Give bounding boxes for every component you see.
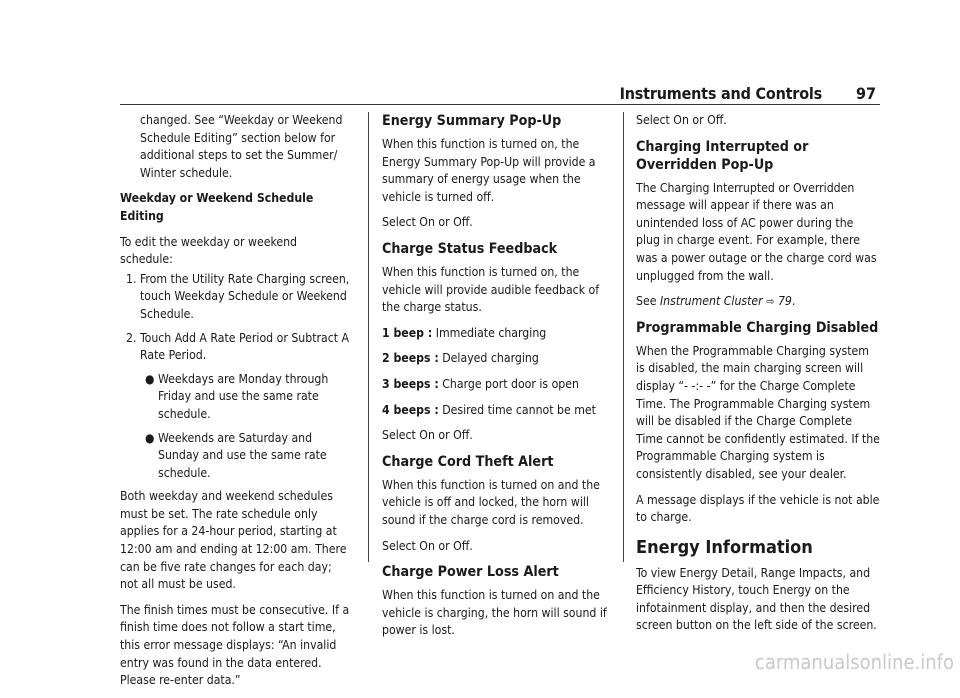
beep-row — [382, 402, 614, 420]
beep-desc: Charge port door is open — [442, 376, 579, 391]
bullet-icon: ● — [145, 430, 155, 445]
bullet-item — [120, 371, 352, 424]
watermark: carmanualsonline.info — [754, 650, 954, 674]
beep-desc: Desired time cannot be met — [442, 402, 596, 417]
text-charge-status: When this function is turned on, the vehicle will provide audible feedback of the charge status. — [382, 264, 600, 315]
heading-energy-summary: Energy Summary Pop-Up — [382, 113, 562, 129]
heading-power-loss: Charge Power Loss Alert — [382, 564, 559, 581]
step-text: From the Utility Rate Charging screen, touch Weekday Schedule or Weekend Schedule. — [140, 271, 350, 321]
beep-desc: Delayed charging — [442, 351, 539, 366]
select-on-off: Select On or Off. — [636, 113, 727, 127]
column-divider — [623, 112, 624, 562]
beep-term: 4 beeps : — [382, 402, 439, 417]
page-number: 97 — [855, 84, 876, 103]
beep-term: 2 beeps : — [382, 351, 439, 366]
heading-charging-disabled: Programmable Charging Disabled — [636, 319, 879, 336]
bullet-text: Weekdays are Monday through Friday and use the same rate schedule. — [158, 371, 329, 421]
heading-charging-interrupted: Charging Interrupted or Overridden Pop-Up — [636, 138, 809, 173]
beep-term: 1 beep : — [382, 325, 433, 340]
beep-term: 3 beeps : — [382, 376, 439, 391]
bullet-icon: ● — [145, 371, 155, 386]
text-charging-interrupted: The Charging Interrupted or Overridden message will appear if there was an unintended loss of AC power during the plug in charge event. For example, there was a power outage or the charge cord was unplugged from the wall. — [636, 180, 877, 283]
page-header — [0, 84, 880, 106]
column-divider — [368, 112, 369, 562]
cross-reference — [636, 293, 880, 311]
step-item — [120, 271, 352, 324]
intro-continuation: changed. See “Weekday or Weekend Schedule Editing” section below for additional steps to set the Summer/ Winter schedule. — [140, 113, 343, 180]
beep-desc: Immediate charging — [435, 325, 547, 340]
section-title: Instruments and Controls — [619, 84, 822, 103]
select-on-off: Select On or Off. — [382, 215, 473, 230]
beep-row — [382, 325, 614, 343]
text-theft-alert: When this function is turned on and the vehicle is off and locked, the horn will sound if the charge cord is removed. — [382, 477, 600, 527]
subheading-schedule-editing: Weekday or Weekend Schedule Editing — [120, 191, 314, 223]
column-3 — [636, 112, 880, 643]
xref-link[interactable]: Instrument Cluster — [659, 294, 763, 309]
paragraph-finish-times: The finish times must be consecutive. If a finish time does not follow a start time, this error message displays: “An invalid entry was found in the data entered. Please re-enter data.” — [120, 602, 350, 688]
text-charging-disabled: When the Programmable Charging system is disabled, the main charging screen will display “- -:- -” for the Charge Complete Time. The Programmable Charging system will be disabled if the Charge Complete Time cannot be confidently estimated. If the Programmable Charging system is consistently disabled, see your dealer. — [636, 343, 880, 481]
beep-row — [382, 350, 614, 368]
select-on-off: Select On or Off. — [382, 538, 473, 553]
select-on-off: Select On or Off. — [382, 428, 473, 443]
step-text: Touch Add A Rate Period or Subtract A Rate Period. — [140, 330, 350, 363]
heading-energy-information: Energy Information — [636, 536, 813, 558]
heading-theft-alert: Charge Cord Theft Alert — [382, 453, 554, 470]
text-energy-summary: When this function is turned on, the Energy Summary Pop-Up will provide a summary of energy usage when the vehicle is turned off. — [382, 137, 596, 204]
bullet-item — [120, 430, 352, 483]
beep-row — [382, 376, 614, 394]
steps-lead: To edit the weekday or weekend schedule: — [120, 234, 298, 267]
paragraph-schedules: Both weekday and weekend schedules must be set. The rate schedule only applies for a 24-hour period, starting at 12:00 am and ending at 12:00 am. There can be five rate changes for each day; not all must be used. — [120, 489, 347, 592]
step-number: 1. — [126, 271, 137, 286]
header-rule — [120, 104, 880, 105]
step-number: 2. — [126, 330, 137, 345]
xref-suffix: . — [791, 294, 796, 309]
column-1 — [120, 112, 352, 698]
bullet-text: Weekends are Saturday and Sunday and use the same rate schedule. — [158, 430, 327, 480]
heading-charge-status: Charge Status Feedback — [382, 240, 558, 257]
text-power-loss: When this function is turned on and the vehicle is charging, the horn will sound if power is lost. — [382, 588, 607, 638]
step-item — [120, 330, 352, 365]
text-energy-information: To view Energy Detail, Range Impacts, and Efficiency History, touch Energy on the infotainment display, and then the desired screen button on the left side of the screen. — [636, 565, 877, 633]
xref-prefix: See — [636, 294, 660, 309]
xref-page: 79 — [777, 294, 792, 309]
text-charge-message: A message displays if the vehicle is not able to charge. — [636, 492, 880, 525]
arrow-icon: ⇨ — [766, 295, 775, 309]
column-2 — [382, 112, 614, 648]
